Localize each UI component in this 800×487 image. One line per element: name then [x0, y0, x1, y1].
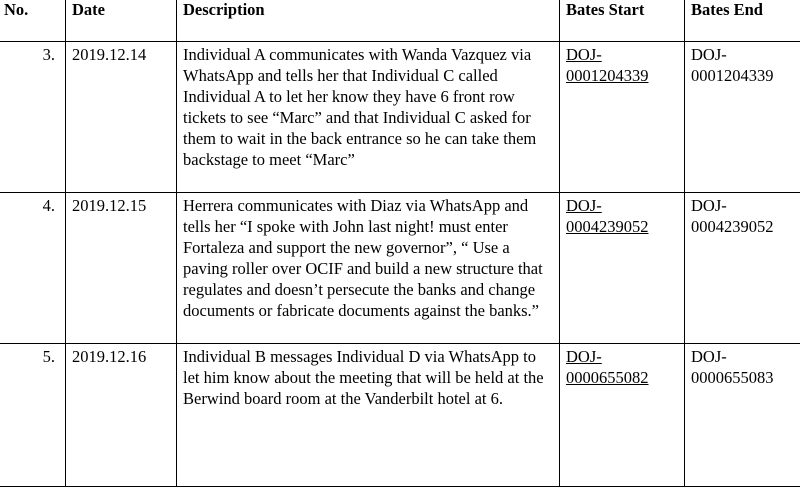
row-bates-end: DOJ-0004239052 — [685, 193, 800, 344]
table-row — [0, 344, 800, 487]
row-description: Herrera communicates with Diaz via WhatsApp and tells her “I spoke with John last night! must enter Fortaleza and support the new governor”, “ Use a paving roller over OCIF and build a new structure that regulates and doesn’t persecute the banks and change documents or fabricate documents against the banks.” — [177, 193, 560, 344]
table-row — [0, 193, 800, 344]
row-number: 4. — [0, 193, 66, 344]
bates-start-link[interactable]: DOJ-0004239052 — [566, 196, 649, 236]
row-bates-end: DOJ-0001204339 — [685, 42, 800, 193]
header-date: Date — [66, 0, 177, 42]
row-bates-start — [560, 42, 685, 193]
row-number: 3. — [0, 42, 66, 193]
bates-start-link[interactable]: DOJ-0001204339 — [566, 45, 649, 85]
row-bates-end: DOJ-0000655083 — [685, 344, 800, 487]
header-row — [0, 0, 800, 42]
bates-start-link[interactable]: DOJ-0000655082 — [566, 347, 649, 387]
row-number: 5. — [0, 344, 66, 487]
row-date: 2019.12.16 — [66, 344, 177, 487]
row-date: 2019.12.14 — [66, 42, 177, 193]
row-description: Individual B messages Individual D via WhatsApp to let him know about the meeting that will be held at the Berwind board room at the Vanderbilt hotel at 6. — [177, 344, 560, 487]
row-bates-start — [560, 344, 685, 487]
header-bates-start: Bates Start — [560, 0, 685, 42]
header-bates-end: Bates End — [685, 0, 800, 42]
row-bates-start — [560, 193, 685, 344]
row-date: 2019.12.15 — [66, 193, 177, 344]
header-description: Description — [177, 0, 560, 42]
header-no: No. — [0, 0, 66, 42]
row-description: Individual A communicates with Wanda Vazquez via WhatsApp and tells her that Individual C called Individual A to let her know they have 6 front row tickets to see “Marc” and that Individual C asked for them to wait in the back entrance so he can take them backstage to meet “Marc” — [177, 42, 560, 193]
table-row — [0, 42, 800, 193]
